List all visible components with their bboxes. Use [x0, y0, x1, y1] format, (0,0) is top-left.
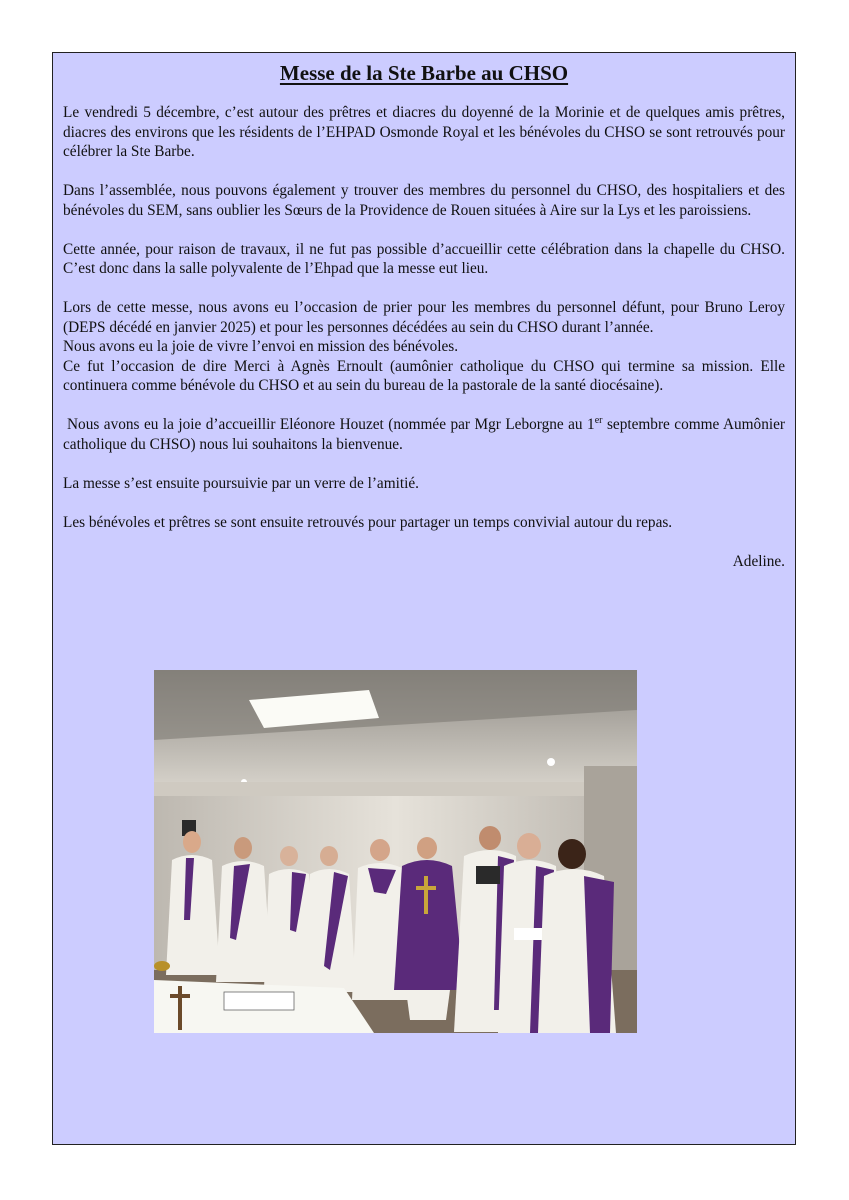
welcome-text-end: septembre comme Aumônier catholique du CHSO) nous lui souhaitons la bienvenue.	[63, 416, 785, 453]
signature: Adeline.	[732, 552, 785, 570]
paragraph-prayer: Lors de cette messe, nous avons eu l’occasion de prier pour les membres du personnel défunt, pour Bruno Leroy (DEPS décédé en janvier 2025) et pour les personnes décédées au sein du CHSO durant l’année.	[63, 299, 785, 336]
article-title: Messe de la Ste Barbe au CHSO	[279, 61, 569, 85]
paragraph-meal: Les bénévoles et prêtres se sont ensuite retrouvés pour partager un temps convivial autour du repas.	[63, 513, 673, 531]
paragraph-mission: Nous avons eu la joie de vivre l’envoi en mission des bénévoles.	[63, 338, 459, 355]
paragraph-thanks: Ce fut l’occasion de dire Merci à Agnès Ernoult (aumônier catholique du CHSO qui termine sa mission. Elle continuera comme bénévole du CHSO et au sein du bureau de la pastorale de la santé diocésaine).	[63, 357, 785, 394]
group-photo-icon	[154, 670, 637, 1033]
paragraph-intro: Le vendredi 5 décembre, c’est autour des prêtres et diacres du doyenné de la Morinie et de quelques amis prêtres, diacres des environs que les résidents de l’EHPAD Osmonde Royal et les bénévoles du CHSO se sont retrouvés pour célébrer la Ste Barbe.	[63, 104, 785, 160]
article-body	[63, 103, 785, 591]
paragraph-welcome	[63, 415, 785, 454]
welcome-text-start: Nous avons eu la joie d’accueillir Eléonore Houzet (nommée par Mgr Leborgne au 1	[67, 416, 595, 433]
paragraph-assembly: Dans l’assemblée, nous pouvons également y trouver des membres du personnel du CHSO, des hospitaliers et des bénévoles du SEM, sans oublier les Sœurs de la Providence de Rouen situées à Aire sur la Lys et les paroissiens.	[63, 182, 785, 219]
article-frame	[52, 52, 796, 1145]
welcome-superscript: er	[594, 414, 603, 426]
paragraph-friendship: La messe s’est ensuite poursuivie par un verre de l’amitié.	[63, 474, 419, 492]
paragraph-location: Cette année, pour raison de travaux, il ne fut pas possible d’accueillir cette célébration dans la chapelle du CHSO. C’est donc dans la salle polyvalente de l’Ehpad que la messe eut lieu.	[63, 240, 785, 277]
